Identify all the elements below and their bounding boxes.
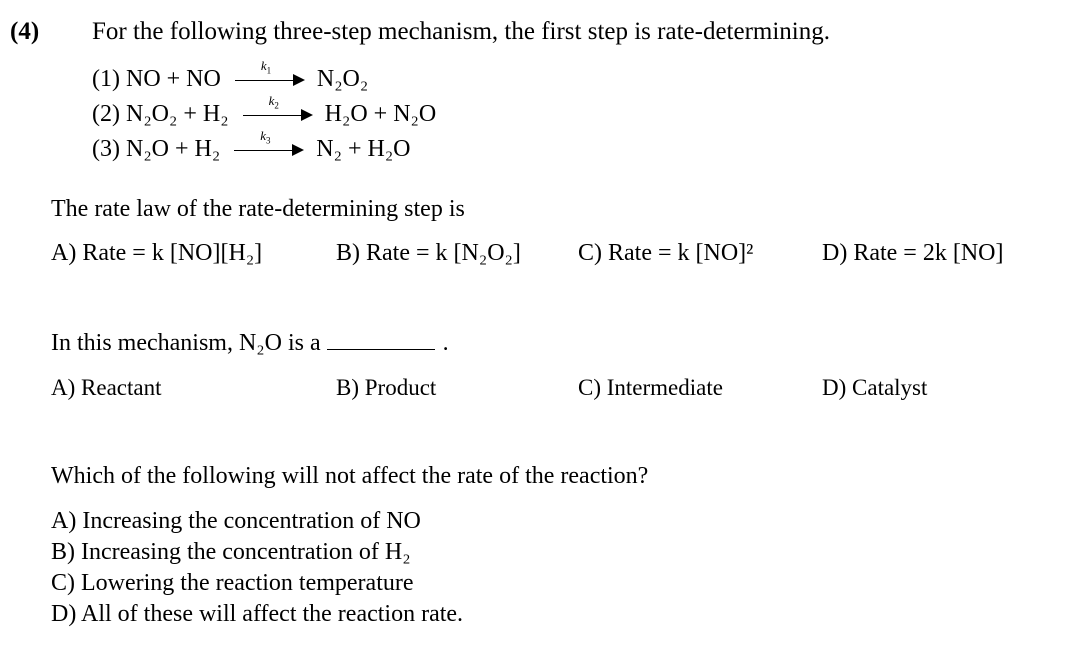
rate-constant: $k_1$ xyxy=(260,58,272,77)
answer-blank[interactable] xyxy=(327,331,435,350)
reaction-arrow-icon xyxy=(234,128,304,157)
q2-option-c[interactable]: C) Intermediate xyxy=(578,375,723,400)
step-products: N₂O₂ xyxy=(316,66,369,92)
q1-option-b[interactable]: B) Rate = k [N₂O₂] xyxy=(336,240,521,266)
q1-option-c[interactable]: C) Rate = k [NO]² xyxy=(578,240,754,266)
q1-option-d[interactable]: D) Rate = 2k [NO] xyxy=(822,240,1004,266)
q3-option-b[interactable]: B) Increasing the concentration of H₂ xyxy=(51,539,411,565)
q3-prompt: Which of the following will not affect the rate of the reaction? xyxy=(51,463,649,489)
q2-prompt-line xyxy=(51,331,449,355)
mechanism-step-2 xyxy=(92,93,437,127)
step-reactants: NO + NO xyxy=(125,66,221,92)
q2-prompt: In this mechanism, N₂O is a xyxy=(51,330,321,356)
step-label: (2) xyxy=(92,101,120,127)
step-products: H₂O + N₂O xyxy=(324,101,437,127)
step-products: N₂ + H₂O xyxy=(316,136,411,162)
step-reactants: N₂O + H₂ xyxy=(125,136,221,162)
question-intro: For the following three-step mechanism, the first step is rate-determining. xyxy=(92,18,831,45)
reaction-arrow-icon xyxy=(243,93,313,122)
q3-option-c[interactable]: C) Lowering the reaction temperature xyxy=(51,570,414,596)
q1-prompt: The rate law of the rate-determining step is xyxy=(51,196,465,222)
q2-option-b[interactable]: B) Product xyxy=(336,375,437,400)
q2-option-d[interactable]: D) Catalyst xyxy=(822,375,928,400)
question-number: (4) xyxy=(10,18,40,45)
step-label: (1) xyxy=(92,66,120,92)
step-reactants: N₂O₂ + H₂ xyxy=(125,101,229,127)
step-label: (3) xyxy=(92,136,120,162)
mechanism-step-3 xyxy=(92,128,411,162)
q2-end: . xyxy=(442,330,449,356)
rate-constant: $k_3$ xyxy=(260,128,271,147)
q3-option-d[interactable]: D) All of these will affect the reaction rate. xyxy=(51,601,464,627)
q3-option-a[interactable]: A) Increasing the concentration of NO xyxy=(51,508,421,534)
rate-constant: $k_2$ xyxy=(268,93,279,112)
q1-option-a[interactable]: A) Rate = k [NO][H₂] xyxy=(51,240,263,266)
q2-option-a[interactable]: A) Reactant xyxy=(51,375,162,400)
mechanism-step-1 xyxy=(92,58,369,92)
reaction-arrow-icon xyxy=(235,58,305,87)
